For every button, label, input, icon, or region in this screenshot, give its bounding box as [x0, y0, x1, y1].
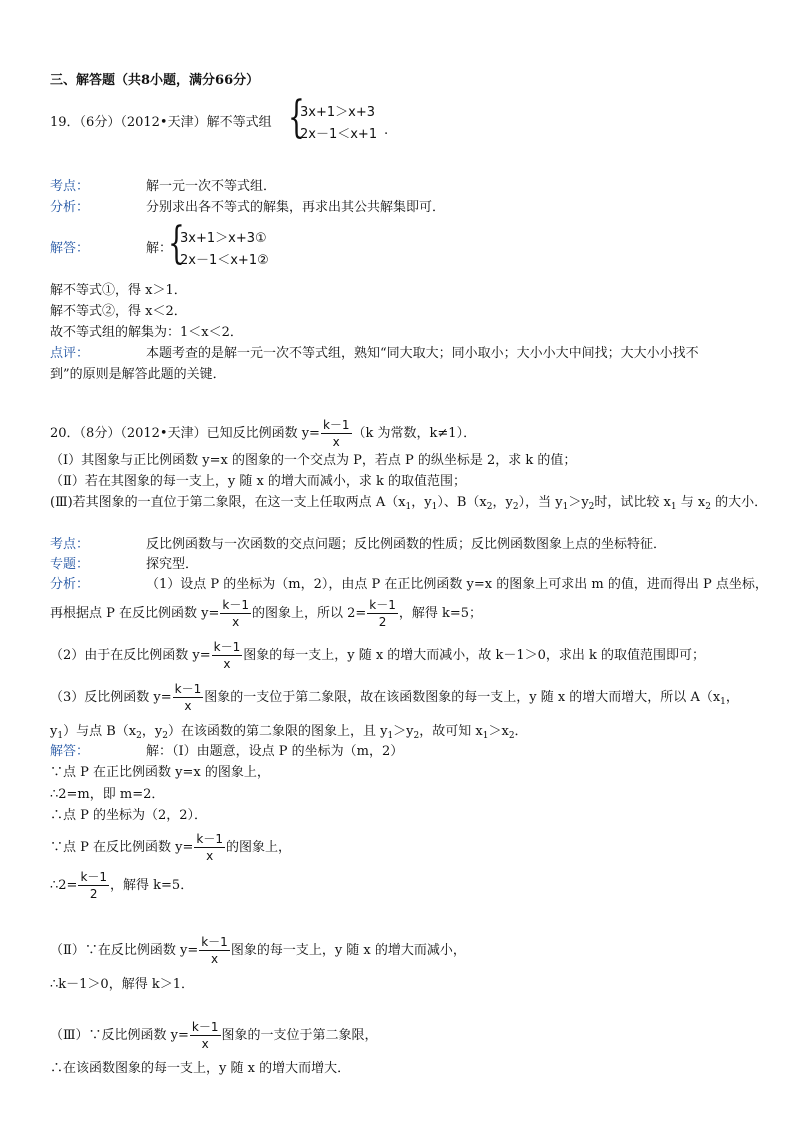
q20-fenxi-2: 再根据点 P 在反比例函数 y= $\frac{k-1}{x}$ 的图象上，所以 2= $\frac{k-1}{2}$ ，解得 k=5； — [50, 598, 483, 629]
fraction: $\frac{k-1}{x}$ — [213, 640, 241, 671]
q20-jie-0: 解：（Ⅰ）由题意，设点 P 的坐标为（m，2） — [146, 744, 404, 759]
q20-fenxi-5: $y_1$）与点 $B(x_2$，$y_2$）在该函数的第二象限的图象上，且 $y_1>y_2$，故可知 $x_1>x_2$． — [50, 724, 528, 741]
q19-dianping-1: 本题考查的是解一元一次不等式组，熟知“同大取大；同小取小；大小小大中间找；大大小小找不 — [146, 346, 699, 361]
fraction: $\frac{k-1}{x}$ — [174, 682, 202, 713]
fraction: $\frac{k-1}{x}$ — [201, 935, 228, 966]
q20-jie-6: （Ⅱ）∵在反比例函数 y= $\frac{k-1}{x}$ 图象的每一支上，y 随 x 的增大而减小， — [50, 935, 466, 966]
q20-jie-4: ∵点 P 在反比例函数 y= $\frac{k-1}{x}$ 的图象上， — [50, 832, 291, 863]
q19-fenxi: 分别求出各不等式的解集，再求出其公共解集即可． — [146, 200, 446, 215]
q20-jieda-label: 解答： — [50, 744, 90, 759]
q19-eq2: 2x－1＜x+1 — [300, 127, 378, 142]
fraction: $\frac{k-1}{x}$ — [191, 1020, 219, 1051]
q20-kaodian: 反比例函数与一次函数的交点问题；反比例函数的性质；反比例函数图象上点的坐标特征． — [146, 537, 667, 552]
q20-fenxi-4: （3）反比例函数 y= $\frac{k-1}{x}$ 图象的一支位于第二象限，故在该函数图象的每一支上，y 随 x 的增大而增大，所以 $A(x_1$， — [50, 682, 739, 713]
q20-fenxi-1: （1）设点 P 的坐标为（m，2），由点 P 在正比例函数 y=x 的图象上可求出 m 的值，进而得出 P 点坐标， — [146, 577, 768, 592]
q19-dianping-label: 点评： — [50, 346, 90, 361]
q20-part2: （Ⅱ）若在其图象的每一支上，y 随 x 的增大而减小，求 k 的取值范围； — [50, 474, 467, 489]
q19-jie: 解： — [146, 241, 173, 256]
fraction: $\frac{k-1}{x}$ — [196, 832, 223, 863]
fraction: $\frac{k-1}{x}$ — [222, 598, 249, 629]
q20-jie-9: ∴在该函数图象的每一支上，y 随 x 的增大而增大． — [50, 1061, 351, 1076]
q20-fenxi-label: 分析： — [50, 577, 90, 592]
q20-fenxi-3: （2）由于在反比例函数 y= $\frac{k-1}{x}$ 图象的每一支上，y 随 x 的增大而减小，故 k－1＞0，求出 k 的取值范围即可； — [50, 640, 706, 671]
q19-suffix: . — [384, 123, 389, 138]
q20-stem: 20．（8分）（2012•天津）已知反比例函数 y= $\frac{k-1}{x}$ （k 为常数，k≠1）． — [50, 418, 477, 449]
q20-jie-7: ∴k－1＞0，解得 k＞1． — [50, 977, 194, 992]
q20-part1: （Ⅰ）其图象与正比例函数 y=x 的图象的一个交点为 P，若点 P 的纵坐标是 2，求 k 的值； — [50, 453, 577, 468]
q20-jie-2: ∴2=m，即 m=2． — [50, 787, 165, 802]
section-title: 三、解答题（共8小题，满分66分） — [50, 73, 260, 88]
q19-step3: 故不等式组的解集为：1＜x＜2． — [50, 325, 243, 340]
fraction: $\frac{k-1}{x}$ — [322, 418, 350, 449]
q19-system — [288, 92, 398, 146]
q19-eq1: 3x+1＞x+3 — [300, 105, 375, 120]
q19-eq2b: 2x－1＜x+1② — [180, 253, 269, 268]
q20-jie-5: ∴2= $\frac{k-1}{2}$ ，解得 k=5． — [50, 870, 194, 901]
brace-icon: { — [288, 92, 305, 143]
q19-system-b — [168, 218, 298, 272]
q19-step1: 解不等式①，得 x＞1． — [50, 283, 187, 298]
fraction: $\frac{k-1}{2}$ — [369, 598, 396, 629]
q19-step2: 解不等式②，得 x＜2． — [50, 304, 187, 319]
q19-kaodian-label: 考点： — [50, 179, 90, 194]
q20-part3: (Ⅲ)若其图象的一直位于第二象限，在这一支上任取两点 $A(x_1$，$y_1$）、$B(x_2$，$y_2$），当 $y_1>y_2$时，试比较 $x_1$ 与 $x_2$ 的大小． — [50, 495, 768, 512]
q19-dianping-2: 到”的原则是解答此题的关键． — [50, 367, 226, 382]
q19-stem: 19．（6分）（2012•天津）解不等式组 — [50, 115, 272, 130]
q20-jie-3: ∴点 P 的坐标为（2，2）． — [50, 808, 208, 823]
brace-icon: { — [168, 218, 185, 269]
q20-jie-1: ∵点 P 在正比例函数 y=x 的图象上， — [50, 765, 270, 780]
q20-zhuanti: 探究型． — [146, 557, 199, 572]
fraction: $\frac{k-1}{2}$ — [80, 870, 108, 901]
q20-zhuanti-label: 专题： — [50, 557, 90, 572]
q19-eq1b: 3x+1＞x+3① — [180, 231, 267, 246]
q19-kaodian: 解一元一次不等式组． — [146, 179, 277, 194]
q20-kaodian-label: 考点： — [50, 537, 90, 552]
q20-jie-8: （Ⅲ）∵反比例函数 y= $\frac{k-1}{x}$ 图象的一支位于第二象限， — [50, 1020, 378, 1051]
q19-jieda-label: 解答： — [50, 241, 90, 256]
q19-fenxi-label: 分析： — [50, 200, 90, 215]
